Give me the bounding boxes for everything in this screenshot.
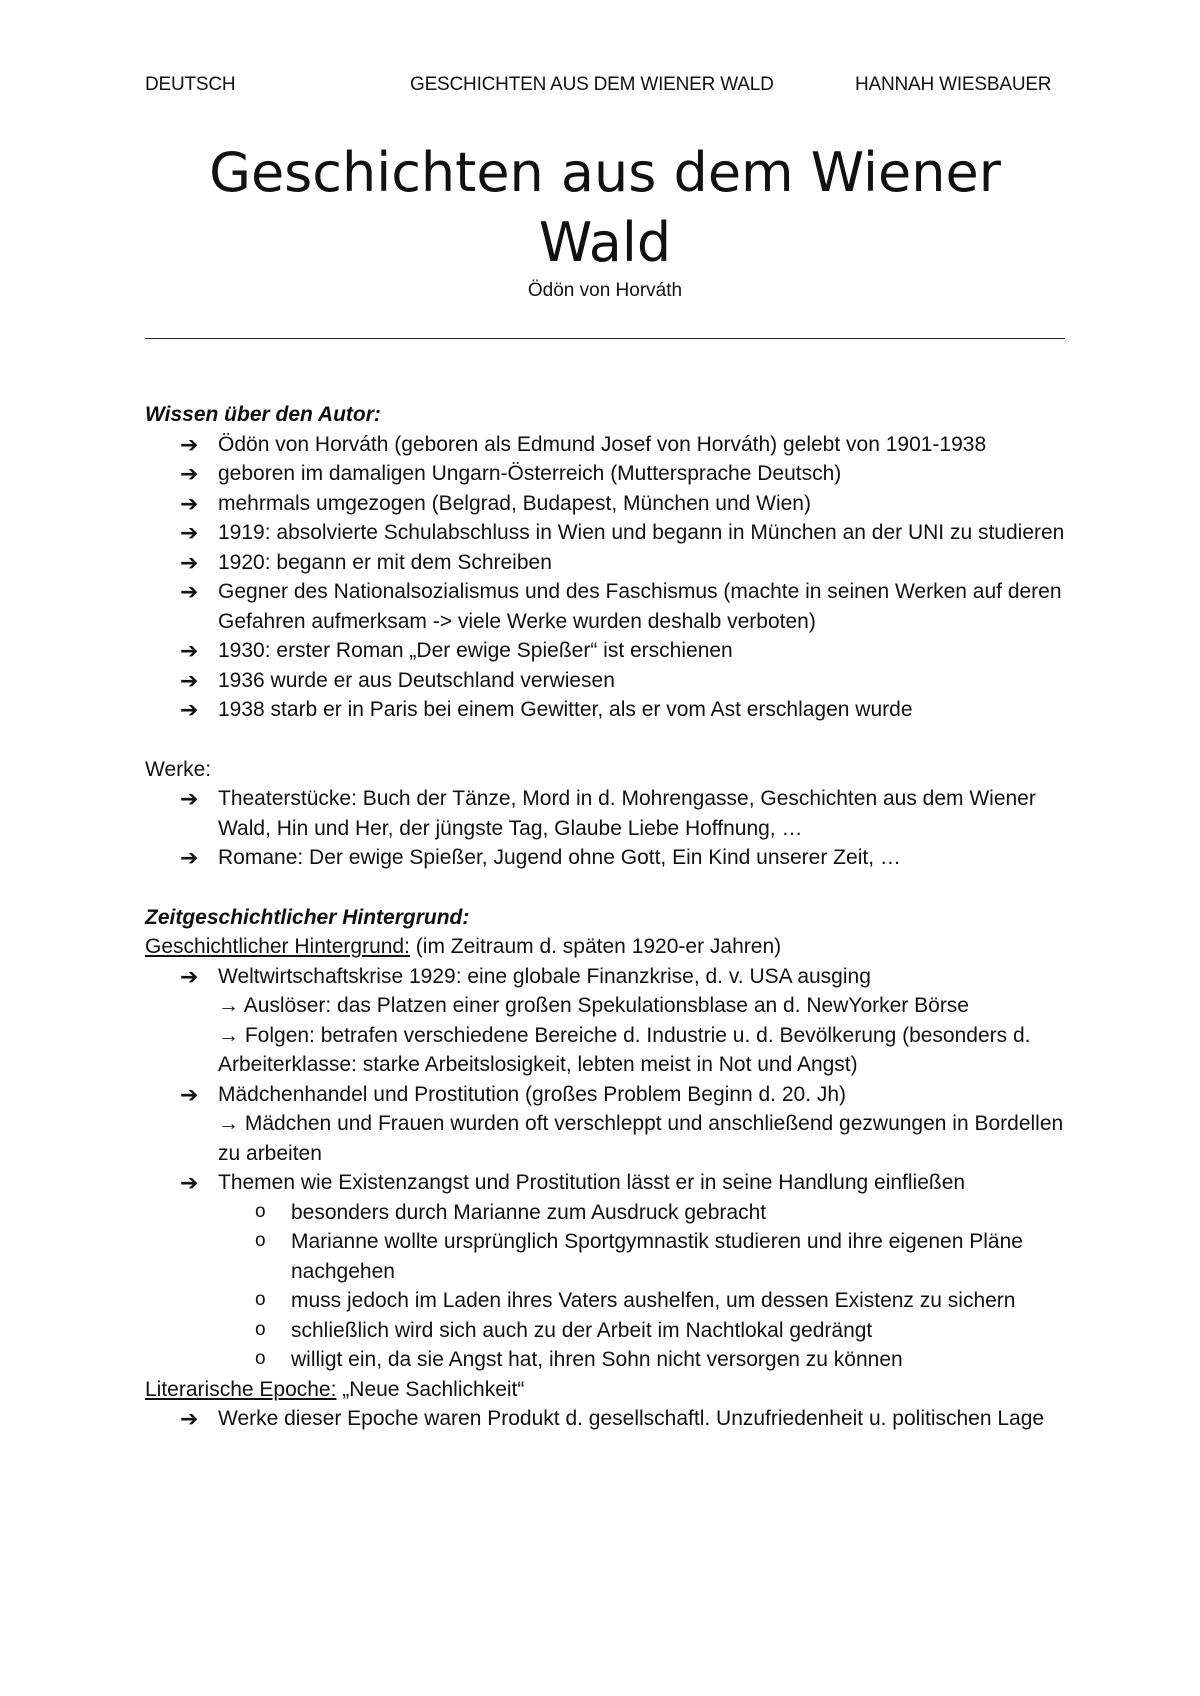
- list-item: ➔ Themen wie Existenzangst und Prostitution lässt er in seine Handlung einfließen: [145, 1168, 1075, 1198]
- circle-bullet-icon: o: [255, 1348, 266, 1369]
- list-item: o schließlich wird sich auch zu der Arbeit im Nachtlokal gedrängt: [145, 1316, 1075, 1346]
- arrow-icon: ➔: [180, 461, 199, 486]
- circle-bullet-icon: o: [255, 1230, 266, 1251]
- subsection-geschichte: Geschichtlicher Hintergrund: (im Zeitraum d. späten 1920-er Jahren): [145, 935, 782, 958]
- arrow-icon: ➔: [180, 786, 199, 811]
- list-item: ➔ 1930: erster Roman „Der ewige Spießer“ ist erschienen: [145, 636, 1075, 666]
- spacer: [145, 725, 1075, 755]
- list-item: ➔ Mädchenhandel und Prostitution (großes Problem Beginn d. 20. Jh) → Mädchen und Frauen wurden oft verschleppt und anschließend gezwungen in Bordellen zu arbeiten: [145, 1080, 1075, 1169]
- marianne-list: [145, 1198, 1075, 1375]
- header-subject: DEUTSCH: [145, 74, 236, 95]
- werke-list: [145, 784, 1075, 873]
- circle-bullet-icon: o: [255, 1200, 266, 1222]
- arrow-icon: ➔: [180, 638, 199, 663]
- arrow-icon: ➔: [180, 520, 199, 545]
- list-item: ➔ Theaterstücke: Buch der Tänze, Mord in d. Mohrengasse, Geschichten aus dem Wiener Wald, Hin und Her, der jüngste Tag, Glaube Liebe Hoffnung, …: [180, 786, 1036, 840]
- small-arrow-icon: →: [218, 994, 239, 1017]
- small-arrow-icon: →: [218, 1112, 239, 1135]
- sub-point: → Mädchen und Frauen wurden oft verschleppt und anschließend gezwungen in Bordellen zu arbeiten: [218, 1112, 1064, 1165]
- list-item: ➔ Werke dieser Epoche waren Produkt d. gesellschaftl. Unzufriedenheit u. politischen Lage: [145, 1404, 1075, 1434]
- list-item: o Marianne wollte ursprünglich Sportgymnastik studieren und ihre eigenen Pläne nachgehen: [145, 1227, 1075, 1286]
- circle-bullet-icon: o: [255, 1289, 266, 1310]
- list-item: ➔ Gegner des Nationalsozialismus und des Faschismus (machte in seinen Werken auf deren Gefahren aufmerksam -> viele Werke wurden deshalb verboten): [180, 579, 1062, 633]
- list-item: ➔ 1938 starb er in Paris bei einem Gewitter, als er vom Ast erschlagen wurde: [145, 695, 1075, 725]
- arrow-icon: ➔: [180, 579, 199, 604]
- page-title: Geschichten aus dem Wiener Wald: [209, 141, 1001, 274]
- arrow-icon: ➔: [180, 431, 199, 457]
- list-item: o besonders durch Marianne zum Ausdruck gebracht: [145, 1198, 1075, 1228]
- arrow-icon: ➔: [180, 490, 199, 516]
- page-subtitle: Ödön von Horváth: [527, 280, 683, 301]
- subsection-label: Geschichtlicher Hintergrund:: [145, 935, 410, 958]
- list-item: ➔ geboren im damaligen Ungarn-Österreich (Muttersprache Deutsch): [145, 459, 1075, 489]
- subsection-label: Literarische Epoche:: [145, 1377, 337, 1401]
- list-item: ➔ Ödön von Horváth (geboren als Edmund Josef von Horváth) gelebt von 1901-1938: [145, 430, 1075, 460]
- sub-point: → Auslöser: das Platzen einer großen Spekulationsblase an d. NewYorker Börse: [218, 994, 969, 1017]
- arrow-icon: ➔: [180, 845, 199, 870]
- header-author: HANNAH WIESBAUER: [855, 74, 1052, 95]
- spacer: [145, 873, 1075, 903]
- arrow-icon: ➔: [180, 963, 199, 989]
- circle-bullet-icon: o: [255, 1318, 266, 1340]
- arrow-icon: ➔: [180, 667, 199, 693]
- list-item: ➔ 1920: begann er mit dem Schreiben: [145, 548, 1075, 578]
- sub-point: → Folgen: betrafen verschiedene Bereiche d. Industrie u. d. Bevölkerung (besonders d. Arbeiterklasse: starke Arbeitslosigkeit, lebten meist in Not und Angst): [218, 1023, 1031, 1076]
- list-item: ➔ Weltwirtschaftskrise 1929: eine globale Finanzkrise, d. v. USA ausging → Auslöser: das Platzen einer großen Spekulationsblase an d. NewYorker Börse → Folgen: betrafen verschiedene Bereiche d. Industrie u. d. Bevölkerung (besonders d. Arbeiterklasse: starke Arbeitslosigkeit, lebten meist in Not und Angst): [145, 962, 1075, 1080]
- arrow-icon: ➔: [180, 549, 199, 575]
- arrow-icon: ➔: [180, 1406, 199, 1431]
- subsection-epoche: Literarische Epoche: „Neue Sachlichkeit“: [145, 1377, 525, 1401]
- list-item: o muss jedoch im Laden ihres Vaters aushelfen, um dessen Existenz zu sichern: [145, 1286, 1075, 1316]
- arrow-icon: ➔: [180, 1081, 199, 1107]
- list-item: ➔ Romane: Der ewige Spießer, Jugend ohne Gott, Ein Kind unserer Zeit, …: [145, 843, 1075, 873]
- small-arrow-icon: →: [218, 1023, 239, 1047]
- list-item: ➔ 1919: absolvierte Schulabschluss in Wien und begann in München an der UNI zu studieren: [145, 518, 1075, 548]
- section-heading-werke: Werke:: [145, 757, 212, 781]
- arrow-icon: ➔: [180, 697, 199, 722]
- list-item: ➔ 1936 wurde er aus Deutschland verwiesen: [145, 666, 1075, 696]
- title-divider: [145, 338, 1065, 339]
- header-topic: GESCHICHTEN AUS DEM WIENER WALD: [410, 74, 774, 95]
- section-heading-autor: Wissen über den Autor:: [145, 403, 381, 426]
- list-item: o willigt ein, da sie Angst hat, ihren Sohn nicht versorgen zu können: [145, 1345, 1075, 1375]
- list-item: ➔ mehrmals umgezogen (Belgrad, Budapest, München und Wien): [145, 489, 1075, 519]
- section-heading-zeit: Zeitgeschichtlicher Hintergrund:: [145, 905, 470, 929]
- arrow-icon: ➔: [180, 1170, 199, 1195]
- autor-list: [145, 430, 1075, 725]
- document-body: [145, 400, 1075, 1434]
